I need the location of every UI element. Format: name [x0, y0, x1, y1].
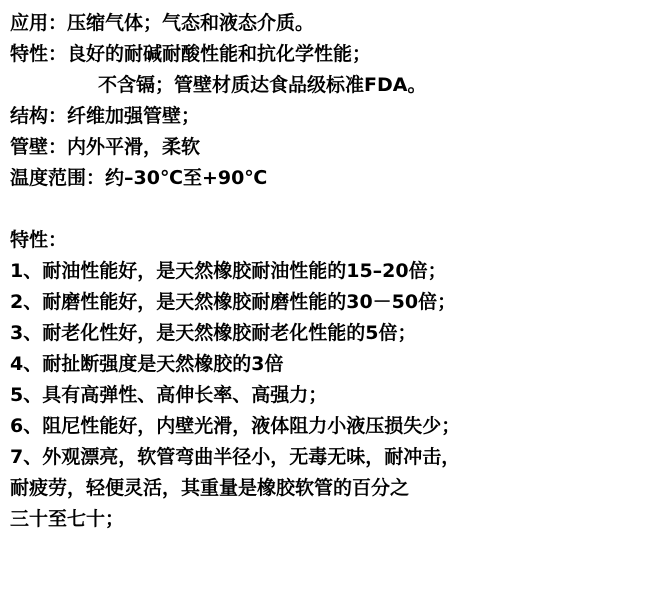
spec-line: 应用：压缩气体；气态和液态介质。 — [10, 12, 315, 34]
list-item-continuation: 三十至七十； — [10, 508, 125, 530]
specification-block — [10, 8, 650, 194]
spec-line: 管壁：内外平滑，柔软 — [10, 136, 201, 158]
features-list — [10, 256, 650, 535]
list-item: 2、耐磨性能好，是天然橡胶耐磨性能的30－50倍； — [10, 291, 457, 313]
list-item: 7、外观漂亮，软管弯曲半径小，无毒无味，耐冲击， — [10, 446, 461, 468]
list-item: 6、阻尼性能好，内壁光滑，液体阻力小液压损失少； — [10, 415, 461, 437]
list-item: 5、具有高弹性、高伸长率、高强力； — [10, 384, 328, 406]
section-spacer — [10, 194, 650, 225]
features-heading: 特性： — [10, 229, 68, 251]
list-item: 4、耐扯断强度是天然橡胶的3倍 — [10, 353, 284, 375]
list-item-continuation: 耐疲劳，轻便灵活，其重量是橡胶软管的百分之 — [10, 477, 410, 499]
list-item: 3、耐老化性好，是天然橡胶耐老化性能的5倍； — [10, 322, 417, 344]
spec-line: 特性：良好的耐碱耐酸性能和抗化学性能； — [10, 43, 372, 65]
spec-line: 温度范围：约–30℃至+90℃ — [10, 167, 268, 189]
spec-line: 结构：纤维加强管壁； — [10, 105, 201, 127]
spec-line-continuation: 不含镉；管壁材质达食品级标准FDA。 — [98, 74, 427, 96]
list-item: 1、耐油性能好，是天然橡胶耐油性能的15–20倍； — [10, 260, 447, 282]
